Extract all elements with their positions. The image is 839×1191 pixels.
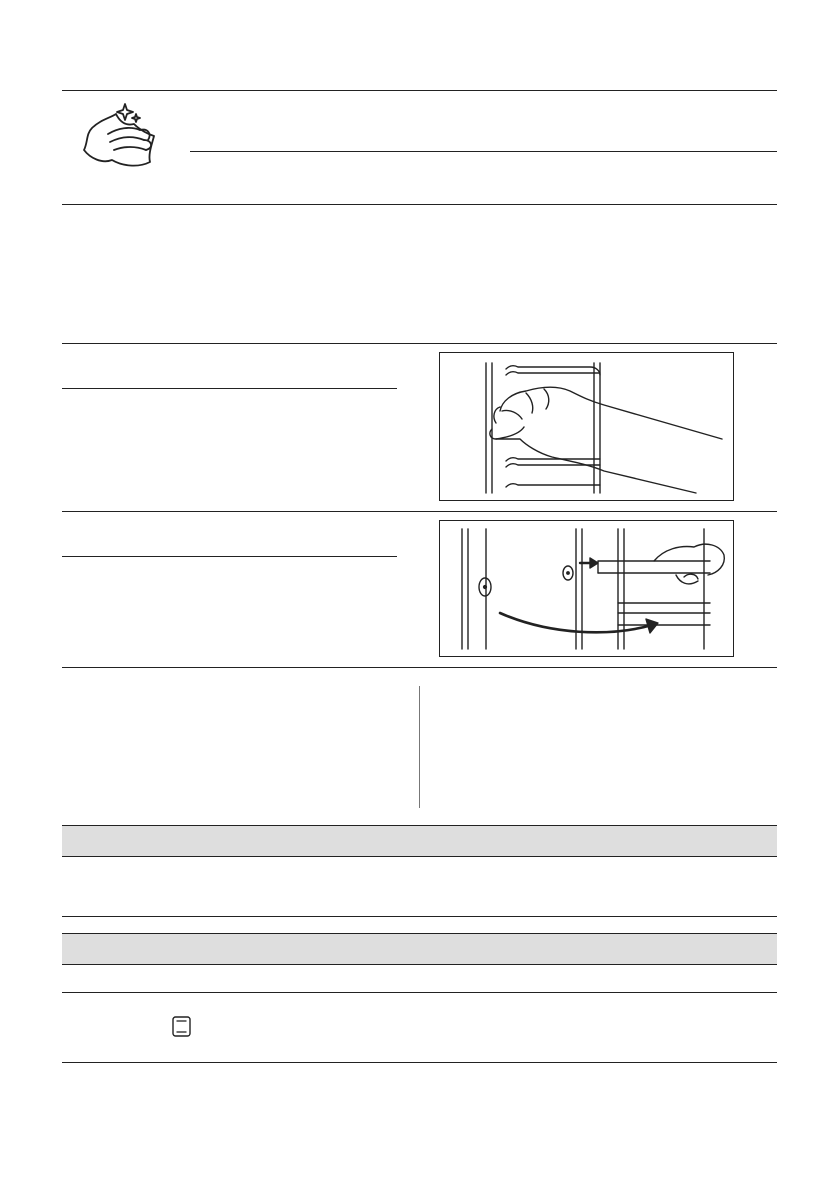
header-bottom-rule [62, 204, 777, 205]
table-2-header-band [62, 933, 777, 965]
table-1-header-band [62, 825, 777, 857]
column-separator [419, 686, 420, 808]
step-1-title-rule [62, 388, 397, 389]
step-1-bottom-rule [62, 511, 777, 512]
table-2-bottom-rule [62, 1062, 777, 1063]
remove-shelf-support-rear-illustration [439, 520, 734, 657]
table-2-row-rule [62, 992, 777, 993]
cleaning-hand-sparkle-icon [78, 100, 170, 176]
step-2-bottom-rule [62, 667, 777, 668]
step-2-title-rule [62, 556, 397, 557]
remove-shelf-support-front-illustration [439, 352, 734, 501]
header-subrule [190, 151, 777, 152]
oven-function-icon [172, 1016, 191, 1037]
intro-bottom-rule [62, 343, 777, 344]
table-1-bottom-rule [62, 916, 777, 917]
top-rule [62, 90, 777, 91]
